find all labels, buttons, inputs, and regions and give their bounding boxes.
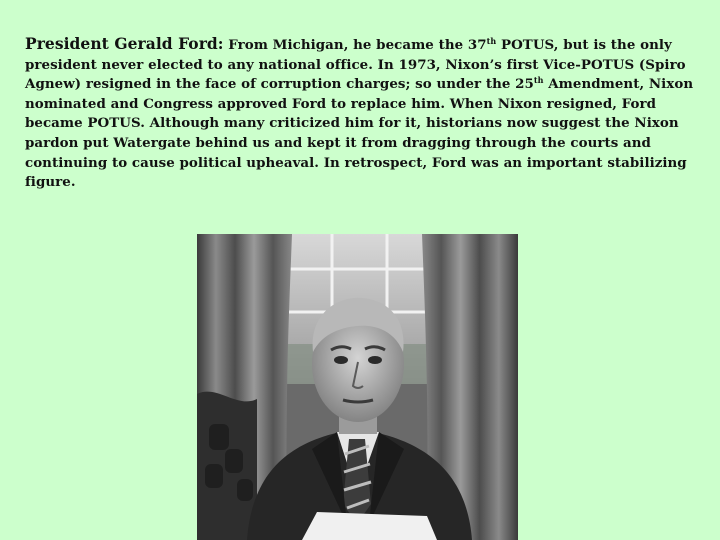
body-segment: From Michigan, he became the 37	[223, 37, 487, 53]
papers	[302, 512, 437, 540]
portrait-photo	[197, 234, 518, 540]
ordinal-suffix: th	[486, 36, 497, 46]
ordinal-suffix: th	[533, 75, 544, 86]
slide-heading: President Gerald Ford:	[25, 34, 224, 53]
body-segment: Amendment, Nixon nominated and Congress approved Ford to replace him. When Nixon resigned, Ford became POTUS. Although many criticized him for it, historians now suggest the Nixon pardon put Watergate behind us and kept it from dragging through the courts and continuing to cause political upheaval. In retrospect, Ford was an important stabilizing figure.	[25, 76, 694, 191]
paragraph	[25, 34, 705, 193]
slide-text	[25, 34, 705, 193]
body-segment: POTUS, but is the only president never elected to any national office. In 1973, Nixon’s first Vice-POTUS (Spiro Agnew) resigned in the face of corruption charges; so under the 25	[25, 37, 686, 93]
portrait-photo-illustration	[197, 234, 518, 540]
